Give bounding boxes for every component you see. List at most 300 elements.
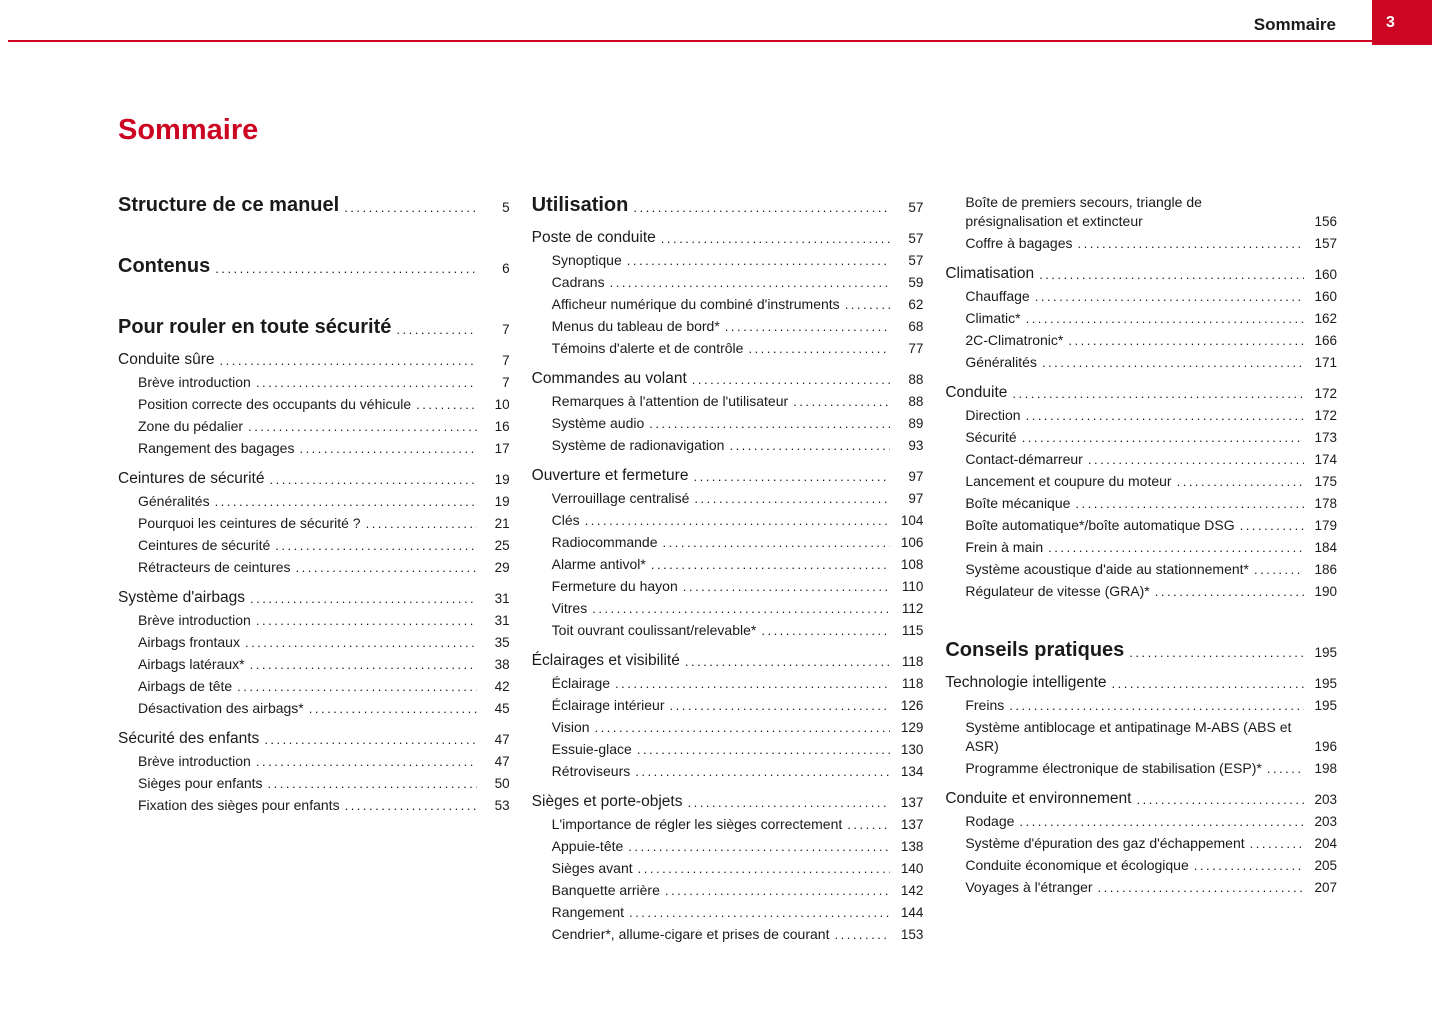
toc-dot-leader xyxy=(685,652,890,671)
toc-entry-page: 129 xyxy=(900,720,924,735)
toc-entry-page: 172 xyxy=(1314,386,1338,401)
toc-dot-leader xyxy=(628,837,890,856)
toc-entry-page: 196 xyxy=(1314,739,1338,754)
toc-entry-label: Frein à main xyxy=(965,539,1044,555)
toc-dot-leader xyxy=(1112,674,1305,693)
toc-dot-leader xyxy=(637,740,891,759)
toc-dot-leader xyxy=(692,370,891,389)
toc-dot-leader xyxy=(220,351,477,370)
toc-entry xyxy=(945,538,1337,557)
toc-entry xyxy=(532,815,924,834)
toc-entry-page: 130 xyxy=(900,742,924,757)
toc-entry-label: Brève introduction xyxy=(138,753,251,769)
toc-entry xyxy=(532,511,924,530)
toc-entry xyxy=(945,264,1337,284)
toc-entry-label: 2C-Climatronic* xyxy=(965,332,1064,348)
toc-entry-label: Synoptique xyxy=(551,252,622,268)
toc-entry xyxy=(945,878,1337,897)
toc-dot-leader xyxy=(633,198,890,217)
toc-entry-label: Ouverture et fermeture xyxy=(531,467,689,484)
toc-entry-label: Boîte automatique*/boîte automatique DSG xyxy=(965,517,1235,533)
toc-dot-leader xyxy=(661,229,891,248)
toc-dot-leader xyxy=(665,881,890,900)
toc-dot-leader xyxy=(1098,878,1304,897)
toc-dot-leader xyxy=(268,774,477,793)
toc-entry-page: 7 xyxy=(502,353,510,368)
toc-dot-leader xyxy=(845,295,891,314)
toc-entry xyxy=(118,469,510,489)
toc-entry-label: Généralités xyxy=(965,354,1037,370)
toc-dot-leader xyxy=(345,796,477,815)
toc-entry xyxy=(945,759,1337,778)
toc-dot-leader xyxy=(256,373,477,392)
toc-entry-label: Conduite et environnement xyxy=(945,790,1132,807)
toc-entry-page: 166 xyxy=(1314,333,1338,348)
toc-entry xyxy=(945,789,1337,809)
toc-entry xyxy=(532,228,924,248)
toc-entry xyxy=(532,369,924,389)
toc-entry xyxy=(532,903,924,922)
toc-entry-page: 19 xyxy=(494,494,510,509)
toc-entry-page: 195 xyxy=(1314,698,1338,713)
toc-dot-leader xyxy=(595,718,891,737)
toc-entry-page: 175 xyxy=(1314,474,1338,489)
toc-dot-leader xyxy=(793,392,890,411)
toc-entry xyxy=(945,718,1337,756)
toc-entry-label: Brève introduction xyxy=(138,374,251,390)
toc-entry xyxy=(532,881,924,900)
toc-entry-label: Position correcte des occupants du véhicule xyxy=(138,396,412,412)
toc-entry-label: Toit ouvrant coulissant/relevable* xyxy=(551,622,757,638)
toc-entry-page: 7 xyxy=(502,375,510,390)
toc-entry-page: 106 xyxy=(900,535,924,550)
toc-entry xyxy=(118,350,510,370)
toc-dot-leader xyxy=(256,611,477,630)
toc-entry-label: Rangement des bagages xyxy=(138,440,295,456)
page-number: 3 xyxy=(1386,13,1395,31)
toc-entry-label: Généralités xyxy=(138,493,210,509)
toc-dot-leader xyxy=(245,633,477,652)
toc-entry-page: 156 xyxy=(1314,214,1338,229)
toc-entry-label: Brève introduction xyxy=(138,612,251,628)
toc-entry-page: 112 xyxy=(901,601,924,616)
toc-entry xyxy=(945,812,1337,831)
toc-entry xyxy=(945,516,1337,535)
toc-entry xyxy=(945,309,1337,328)
toc-dot-leader xyxy=(1026,309,1304,328)
toc-entry-page: 184 xyxy=(1314,540,1338,555)
toc-dot-leader xyxy=(1240,516,1304,535)
toc-entry xyxy=(532,762,924,781)
toc-entry-label: Climatisation xyxy=(945,265,1035,282)
toc-entry xyxy=(945,234,1337,253)
toc-entry-page: 57 xyxy=(908,253,924,268)
toc-dot-leader xyxy=(1026,406,1304,425)
toc-entry-page: 50 xyxy=(494,776,510,791)
toc-dot-leader xyxy=(1042,353,1304,372)
toc-entry xyxy=(532,436,924,455)
toc-dot-leader xyxy=(847,815,890,834)
toc-dot-leader xyxy=(416,395,477,414)
toc-entry xyxy=(118,439,510,458)
toc-entry xyxy=(945,472,1337,491)
toc-entry-label: Sièges et porte-objets xyxy=(531,793,683,810)
toc-entry xyxy=(945,353,1337,372)
toc-dot-leader xyxy=(309,699,477,718)
header-title: Sommaire xyxy=(1253,15,1336,34)
toc-entry-page: 88 xyxy=(908,394,924,409)
toc-dot-leader xyxy=(256,752,477,771)
toc-entry-page: 29 xyxy=(494,560,510,575)
toc-entry xyxy=(118,193,510,217)
toc-dot-leader xyxy=(237,677,477,696)
toc-entry-page: 157 xyxy=(1314,236,1338,251)
toc-dot-leader xyxy=(1019,812,1304,831)
toc-entry-page: 57 xyxy=(908,231,924,246)
toc-dot-leader xyxy=(1155,582,1304,601)
toc-entry-label: Fermeture du hayon xyxy=(551,578,678,594)
toc-entry xyxy=(532,466,924,486)
toc-entry-page: 162 xyxy=(1314,311,1338,326)
toc-entry xyxy=(532,295,924,314)
toc-entry xyxy=(532,489,924,508)
toc-entry-page: 19 xyxy=(494,472,510,487)
toc-entry xyxy=(945,673,1337,693)
toc-entry-label: Système antiblocage et antipatinage M-ABS (ABS et ASR) xyxy=(965,719,1292,754)
toc-entry-label: Technologie intelligente xyxy=(945,674,1107,691)
toc-dot-leader xyxy=(1078,234,1305,253)
toc-entry xyxy=(945,450,1337,469)
toc-entry-label: Conseils pratiques xyxy=(945,639,1125,661)
toc-entry-page: 173 xyxy=(1314,430,1338,445)
toc-entry-page: 190 xyxy=(1314,584,1338,599)
toc-entry-page: 144 xyxy=(900,905,924,920)
toc-entry-label: Structure de ce manuel xyxy=(118,194,340,216)
toc-entry xyxy=(532,718,924,737)
toc-column-1 xyxy=(118,193,510,944)
toc-entry-label: Alarme antivol* xyxy=(551,556,646,572)
toc-entry xyxy=(118,417,510,436)
toc-entry-page: 31 xyxy=(494,591,510,606)
toc-entry-page: 140 xyxy=(900,861,924,876)
toc-dot-leader xyxy=(834,925,890,944)
toc-entry-page: 35 xyxy=(494,635,510,650)
toc-entry-label: Ceintures de sécurité xyxy=(138,537,271,553)
toc-entry-page: 172 xyxy=(1314,408,1338,423)
toc-entry-label: Remarques à l'attention de l'utilisateur xyxy=(551,393,789,409)
toc-entry-label: Système acoustique d'aide au stationnement* xyxy=(965,561,1249,577)
toc-entry-page: 5 xyxy=(502,200,510,215)
toc-entry-page: 108 xyxy=(900,557,924,572)
toc-entry-label: Rétroviseurs xyxy=(551,763,631,779)
toc-entry-label: Sièges avant xyxy=(551,860,633,876)
toc-entry-label: Boîte mécanique xyxy=(965,495,1071,511)
toc-dot-leader xyxy=(635,762,890,781)
toc-entry-label: Coffre à bagages xyxy=(965,235,1073,251)
toc-entry xyxy=(118,536,510,555)
toc-entry-label: Vitres xyxy=(551,600,588,616)
toc-dot-leader xyxy=(729,436,890,455)
toc-entry-label: Cadrans xyxy=(551,274,605,290)
toc-entry xyxy=(532,740,924,759)
toc-entry-label: Utilisation xyxy=(531,194,629,216)
toc-dot-leader xyxy=(585,511,891,530)
toc-dot-leader xyxy=(250,655,477,674)
toc-dot-leader xyxy=(615,674,890,693)
toc-entry-page: 203 xyxy=(1314,814,1338,829)
toc-dot-leader xyxy=(215,492,477,511)
toc-entry-page: 31 xyxy=(494,613,510,628)
toc-entry-label: Fixation des sièges pour enfants xyxy=(138,797,340,813)
toc-entry-label: Chauffage xyxy=(965,288,1030,304)
toc-dot-leader xyxy=(627,251,891,270)
toc-entry-label: Banquette arrière xyxy=(551,882,660,898)
toc-entry-page: 153 xyxy=(900,927,924,942)
toc-entry-page: 198 xyxy=(1314,761,1338,776)
toc-entry-label: Clés xyxy=(551,512,580,528)
toc-dot-leader xyxy=(1194,856,1304,875)
toc-entry-label: Direction xyxy=(965,407,1021,423)
toc-entry-label: Radiocommande xyxy=(551,534,658,550)
toc-entry xyxy=(532,251,924,270)
toc-entry-page: 10 xyxy=(494,397,510,412)
toc-entry xyxy=(945,406,1337,425)
toc-entry xyxy=(118,395,510,414)
toc-entry xyxy=(118,774,510,793)
toc-entry xyxy=(532,621,924,640)
toc-entry-label: Régulateur de vitesse (GRA)* xyxy=(965,583,1150,599)
toc-entry-label: Éclairage intérieur xyxy=(551,697,665,713)
toc-entry-label: Commandes au volant xyxy=(531,370,687,387)
toc-entry-page: 17 xyxy=(494,441,510,456)
toc-dot-leader xyxy=(687,793,890,812)
toc-entry-page: 89 xyxy=(908,416,924,431)
toc-entry-page: 126 xyxy=(900,698,924,713)
toc-entry xyxy=(945,560,1337,579)
toc-dot-leader xyxy=(264,730,476,749)
toc-entry-label: Conduite sûre xyxy=(118,351,215,368)
toc-dot-leader xyxy=(396,320,476,339)
toc-entry-page: 179 xyxy=(1314,518,1338,533)
toc-dot-leader xyxy=(761,621,890,640)
toc-entry xyxy=(532,339,924,358)
toc-entry-page: 203 xyxy=(1314,792,1338,807)
toc-entry-label: Éclairage xyxy=(551,675,611,691)
toc-entry xyxy=(118,492,510,511)
toc-dot-leader xyxy=(1035,287,1304,306)
toc-dot-leader xyxy=(1039,265,1304,284)
toc-dot-leader xyxy=(670,696,891,715)
toc-entry xyxy=(532,555,924,574)
page-number-box xyxy=(1372,0,1432,45)
toc-entry xyxy=(532,599,924,618)
toc-entry-label: Freins xyxy=(965,697,1005,713)
toc-entry xyxy=(118,514,510,533)
toc-dot-leader xyxy=(651,555,891,574)
toc-entry-label: Système d'épuration des gaz d'échappement xyxy=(965,835,1245,851)
toc-entry xyxy=(945,193,1337,231)
toc-entry xyxy=(118,796,510,815)
toc-dot-leader xyxy=(683,577,891,596)
toc-entry-page: 142 xyxy=(900,883,924,898)
toc-entry xyxy=(945,494,1337,513)
toc-entry xyxy=(118,588,510,608)
toc-dot-leader xyxy=(1022,428,1304,447)
toc-entry-page: 88 xyxy=(908,372,924,387)
toc-entry xyxy=(945,638,1337,662)
toc-entry-label: Sièges pour enfants xyxy=(138,775,263,791)
toc-column-3 xyxy=(945,193,1337,944)
toc-dot-leader xyxy=(299,439,476,458)
toc-entry-page: 118 xyxy=(901,676,924,691)
toc-entry xyxy=(118,699,510,718)
toc-entry xyxy=(532,273,924,292)
toc-dot-leader xyxy=(1250,834,1304,853)
page-title: Sommaire xyxy=(118,114,259,146)
toc-dot-leader xyxy=(275,536,476,555)
toc-dot-leader xyxy=(629,903,890,922)
toc-entry-label: Rodage xyxy=(965,813,1015,829)
toc-entry xyxy=(532,392,924,411)
toc-entry xyxy=(118,611,510,630)
toc-entry xyxy=(532,696,924,715)
toc-dot-leader xyxy=(248,417,477,436)
toc-dot-leader xyxy=(250,589,477,608)
toc-entry-page: 97 xyxy=(908,491,924,506)
toc-entry-label: Voyages à l'étranger xyxy=(965,879,1093,895)
toc-entry-page: 104 xyxy=(900,513,924,528)
toc-entry-label: Désactivation des airbags* xyxy=(138,700,304,716)
toc-entry-page: 47 xyxy=(494,754,510,769)
toc-entry-page: 47 xyxy=(494,732,510,747)
toc-dot-leader xyxy=(694,489,890,508)
toc-dot-leader xyxy=(1177,472,1304,491)
toc-entry-label: Airbags frontaux xyxy=(138,634,240,650)
toc-entry-page: 178 xyxy=(1314,496,1338,511)
toc-entry-page: 21 xyxy=(494,516,510,531)
toc-entry xyxy=(532,533,924,552)
toc-entry-page: 6 xyxy=(502,261,510,276)
toc-entry xyxy=(945,582,1337,601)
toc-entry-label: Rétracteurs de ceintures xyxy=(138,559,291,575)
toc-entry-label: Airbags latéraux* xyxy=(138,656,245,672)
toc-entry xyxy=(118,373,510,392)
toc-entry xyxy=(945,428,1337,447)
toc-entry-page: 207 xyxy=(1314,880,1338,895)
toc-entry xyxy=(945,287,1337,306)
toc-entry-page: 38 xyxy=(494,657,510,672)
toc-entry xyxy=(118,655,510,674)
toc-entry xyxy=(532,414,924,433)
toc-entry-label: Menus du tableau de bord* xyxy=(551,318,720,334)
toc-entry xyxy=(118,633,510,652)
toc-dot-leader xyxy=(663,533,891,552)
toc-entry-label: Système audio xyxy=(551,415,645,431)
toc-dot-leader xyxy=(1009,696,1304,715)
toc-entry-page: 134 xyxy=(900,764,924,779)
toc-dot-leader xyxy=(1012,384,1304,403)
toc-entry xyxy=(118,254,510,278)
toc-entry-label: Ceintures de sécurité xyxy=(118,470,265,487)
toc-entry xyxy=(532,317,924,336)
toc-entry xyxy=(532,925,924,944)
toc-entry-label: Système d'airbags xyxy=(118,589,246,606)
toc-dot-leader xyxy=(638,859,891,878)
toc-entry xyxy=(532,651,924,671)
toc-entry xyxy=(532,792,924,812)
toc-entry-label: Cendrier*, allume-cigare et prises de courant xyxy=(551,926,830,942)
toc-entry xyxy=(945,383,1337,403)
toc-entry-page: 195 xyxy=(1314,645,1338,660)
toc-entry-label: Vision xyxy=(551,719,590,735)
toc-entry-page: 186 xyxy=(1314,562,1338,577)
toc-entry-page: 57 xyxy=(908,200,924,215)
toc-entry-label: Contact-démarreur xyxy=(965,451,1083,467)
toc-entry-label: Appuie-tête xyxy=(551,838,624,854)
toc-entry xyxy=(945,331,1337,350)
toc-entry-label: Système de radionavigation xyxy=(551,437,725,453)
toc-dot-leader xyxy=(1136,790,1304,809)
toc-entry-page: 118 xyxy=(901,654,924,669)
toc-entry-label: Pourquoi les ceintures de sécurité ? xyxy=(138,515,361,531)
toc-dot-leader xyxy=(215,259,476,278)
toc-entry-page: 115 xyxy=(901,623,924,638)
toc-entry xyxy=(945,834,1337,853)
toc-entry-page: 45 xyxy=(494,701,510,716)
toc-entry-page: 97 xyxy=(908,469,924,484)
toc-dot-leader xyxy=(296,558,477,577)
toc-entry-page: 110 xyxy=(901,579,924,594)
toc-dot-leader xyxy=(725,317,891,336)
toc-entry-page: 42 xyxy=(494,679,510,694)
toc-entry-page: 59 xyxy=(908,275,924,290)
toc-entry-label: Conduite xyxy=(945,384,1008,401)
toc-entry xyxy=(945,696,1337,715)
toc-entry-page: 93 xyxy=(908,438,924,453)
toc-entry xyxy=(532,859,924,878)
toc-entry xyxy=(118,729,510,749)
toc-entry-page: 7 xyxy=(502,322,510,337)
toc-dot-leader xyxy=(1254,560,1304,579)
toc-entry xyxy=(118,315,510,339)
toc-entry xyxy=(118,558,510,577)
toc-entry-label: Programme électronique de stabilisation (ESP)* xyxy=(965,760,1262,776)
toc-entry-label: Zone du pédalier xyxy=(138,418,244,434)
toc-dot-leader xyxy=(748,339,890,358)
toc-entry-page: 204 xyxy=(1314,836,1338,851)
toc-dot-leader xyxy=(1068,331,1304,350)
toc-entry-label: Conduite économique et écologique xyxy=(965,857,1189,873)
toc-column-2 xyxy=(532,193,924,944)
toc-entry-page: 62 xyxy=(908,297,924,312)
toc-entry-label: Climatic* xyxy=(965,310,1021,326)
table-of-contents xyxy=(118,193,1337,944)
toc-entry-label: Poste de conduite xyxy=(531,229,656,246)
toc-entry-page: 137 xyxy=(900,795,924,810)
toc-entry-page: 53 xyxy=(494,798,510,813)
toc-entry-page: 195 xyxy=(1314,676,1338,691)
toc-entry-label: Contenus xyxy=(118,255,211,277)
toc-entry-page: 16 xyxy=(494,419,510,434)
toc-dot-leader xyxy=(1129,643,1304,662)
toc-dot-leader xyxy=(610,273,891,292)
toc-dot-leader xyxy=(269,470,476,489)
toc-entry-label: Verrouillage centralisé xyxy=(551,490,690,506)
toc-entry-page: 137 xyxy=(900,817,924,832)
toc-entry-label: Sécurité des enfants xyxy=(118,730,260,747)
toc-entry-label: Afficheur numérique du combiné d'instruments xyxy=(551,296,840,312)
toc-entry xyxy=(532,674,924,693)
